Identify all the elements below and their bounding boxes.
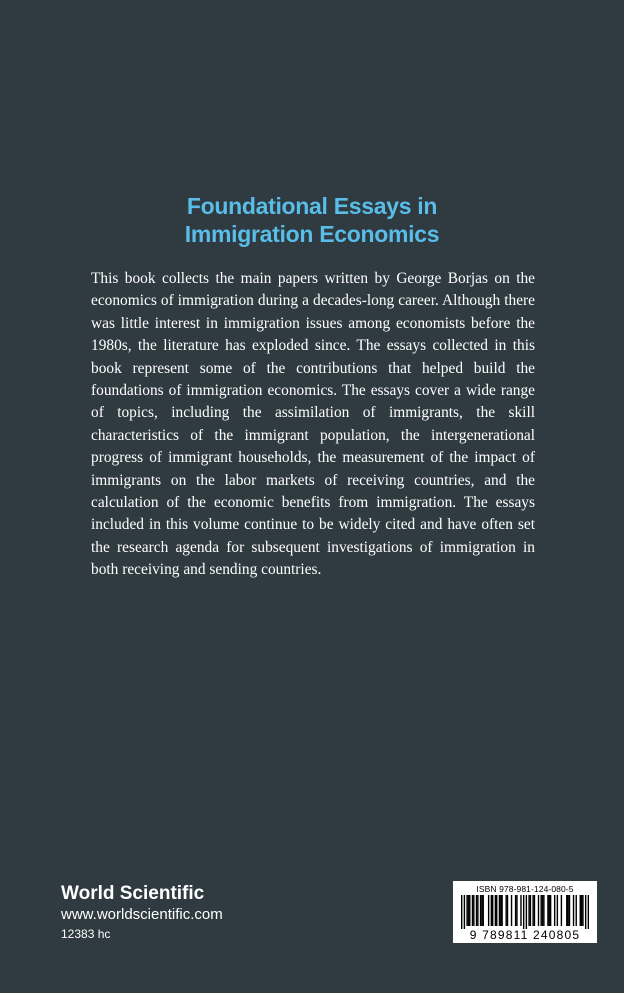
isbn-barcode bbox=[453, 881, 597, 943]
barcode-bar bbox=[580, 895, 581, 926]
barcode-bar bbox=[585, 895, 586, 929]
barcode-bar bbox=[532, 895, 533, 926]
barcode-bar bbox=[534, 895, 535, 926]
barcode-bar bbox=[515, 895, 516, 926]
barcode-bar bbox=[557, 895, 558, 926]
barcode-bar bbox=[547, 895, 548, 926]
barcode-bar bbox=[526, 895, 527, 929]
barcode-bar bbox=[480, 895, 481, 926]
barcode-bar bbox=[491, 895, 492, 926]
book-title-line-2: Immigration Economics bbox=[184, 221, 440, 247]
barcode-bar bbox=[488, 895, 489, 926]
barcode-bar bbox=[581, 895, 582, 926]
barcode-bar bbox=[501, 895, 502, 926]
barcode-bar bbox=[495, 895, 496, 926]
publisher-name: World Scientific bbox=[61, 883, 205, 904]
book-title bbox=[0, 192, 624, 248]
barcode-bar bbox=[549, 895, 550, 926]
barcode-bar bbox=[554, 895, 555, 926]
barcode-bar bbox=[481, 895, 482, 926]
barcode-bar bbox=[507, 895, 508, 926]
barcode-bar bbox=[576, 895, 577, 926]
barcode-bar bbox=[550, 895, 551, 926]
product-code: 12383 hc bbox=[61, 927, 111, 941]
barcode-bar bbox=[492, 895, 493, 926]
publisher-website: www.worldscientific.com bbox=[61, 906, 223, 923]
barcode-bar bbox=[520, 895, 521, 926]
barcode-bar bbox=[573, 895, 574, 926]
barcode-bar bbox=[469, 895, 470, 926]
barcode-bar bbox=[499, 895, 500, 926]
barcode-bar bbox=[477, 895, 478, 926]
barcode-bar bbox=[468, 895, 469, 926]
book-title-line-1: Foundational Essays in bbox=[186, 193, 438, 219]
barcode-bar bbox=[561, 895, 562, 926]
barcode-bar bbox=[543, 895, 544, 926]
book-description: This book collects the main papers written by George Borjas on the economics of immigration during a decades-long career. Although there was little interest in immigration issues among economists before the 1980s, the literature has exploded since. The essays collected in this book represent some of the contributions that helped build the foundations of immigration economics. The essays cover a wide range of topics, including the assimilation of immigrants, the skill characteristics of the immigrant population, the intergenerational progress of immigrant households, the measurement of the impact of immigrants on the labor markets of receiving countries, and the calculation of the economic benefits from immigration. The essays included in this volume continue to be widely cited and have often set the research agenda for subsequent investigations of immigration in both receiving and sending countries. bbox=[91, 270, 535, 579]
barcode-bar bbox=[538, 895, 539, 926]
barcode-bar bbox=[473, 895, 474, 926]
barcode-bar bbox=[588, 895, 589, 929]
barcode-bar bbox=[461, 895, 462, 929]
barcode-bar bbox=[542, 895, 543, 926]
barcode-bar bbox=[472, 895, 473, 926]
barcode-bar bbox=[582, 895, 583, 926]
barcode-bar bbox=[500, 895, 501, 926]
barcode-bar bbox=[528, 895, 529, 926]
barcode-bar bbox=[567, 895, 568, 926]
barcode-bar bbox=[569, 895, 570, 926]
barcode-bar bbox=[540, 895, 541, 926]
barcode-bar bbox=[464, 895, 465, 929]
barcode-bar bbox=[516, 895, 517, 926]
isbn-label: ISBN 978-981-124-080-5 bbox=[476, 884, 574, 894]
barcode-bar bbox=[476, 895, 477, 926]
barcode-bar bbox=[466, 895, 467, 926]
barcode-bar bbox=[483, 895, 484, 926]
barcode-digits: 9 789811 240805 bbox=[469, 928, 581, 942]
barcode-bar bbox=[496, 895, 497, 926]
barcode-bar bbox=[505, 895, 506, 926]
barcode-bar bbox=[566, 895, 567, 926]
barcode-bar bbox=[530, 895, 531, 926]
barcode-bars bbox=[461, 895, 589, 929]
barcode-bar bbox=[523, 895, 524, 929]
barcode-bar bbox=[511, 895, 512, 926]
publisher-block bbox=[61, 882, 223, 942]
